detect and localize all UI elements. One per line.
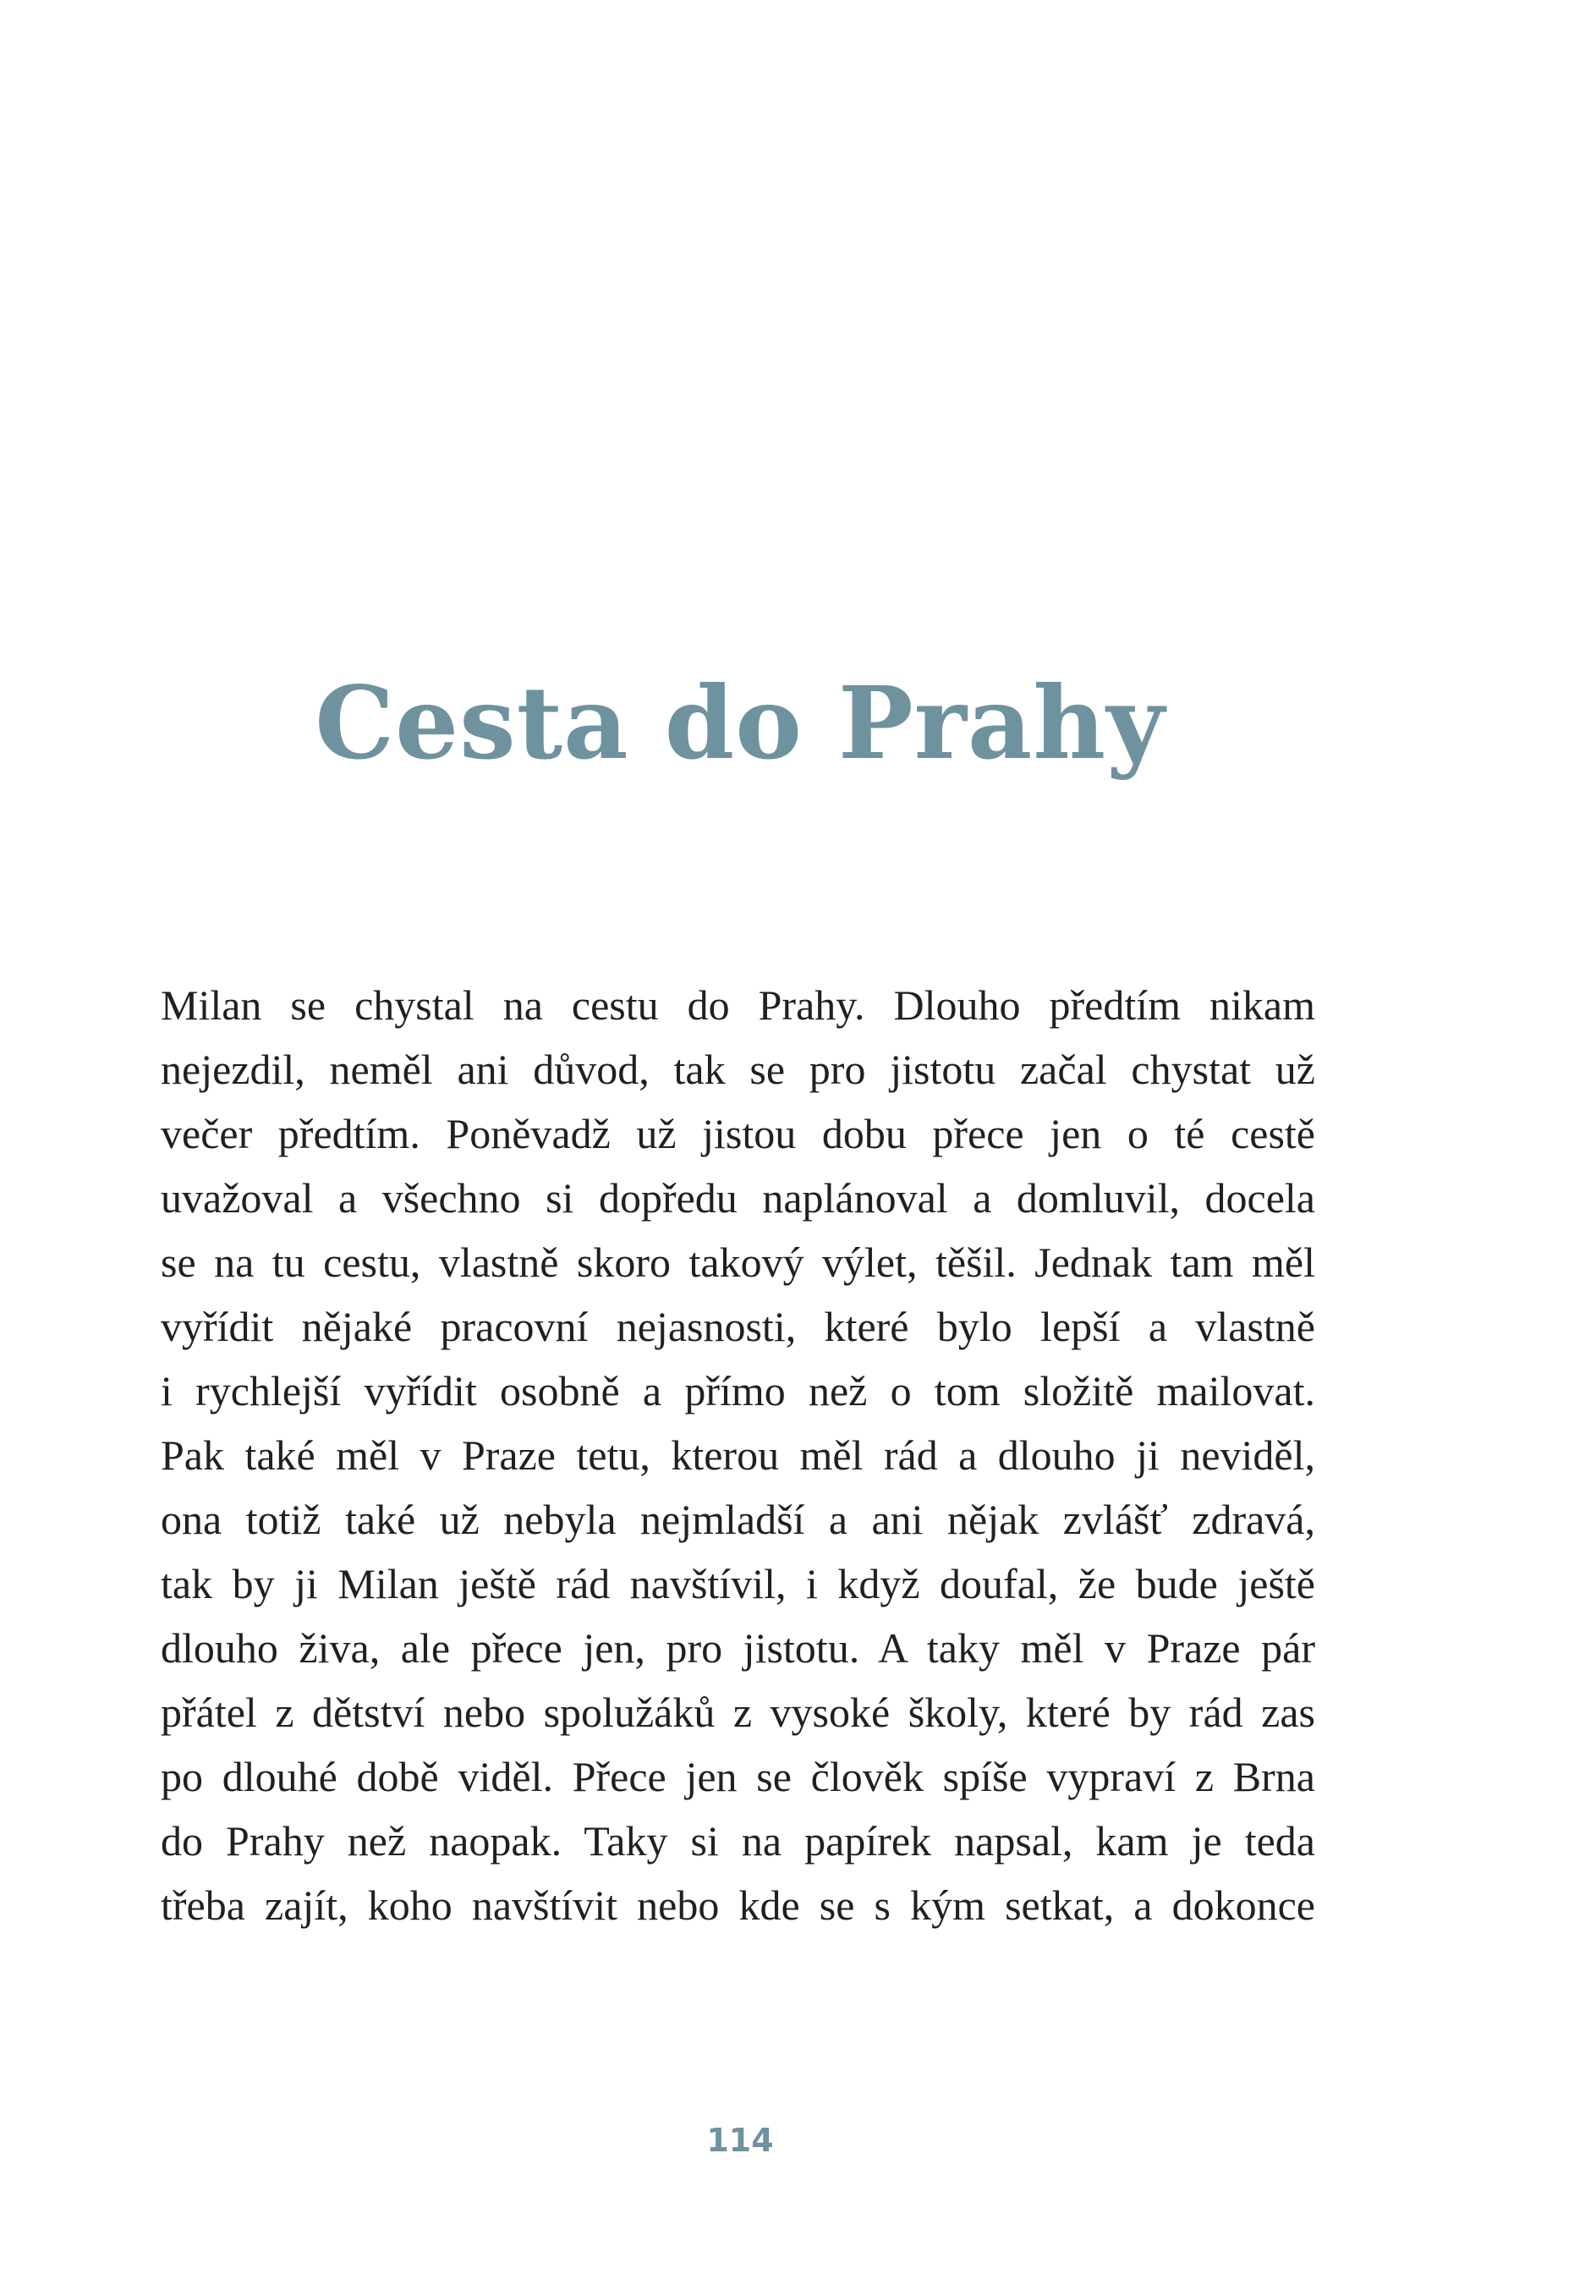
page-number: 114 (706, 2122, 774, 2159)
body-line-6: vyřídit nějaké pracovní nejasnosti, které bylo lepší a vlastně (161, 1303, 1315, 1350)
body-line-12: přátel z dětství nebo spolužáků z vysoké školy, které by rád zas (161, 1689, 1315, 1736)
body-line-11: dlouho živa, ale přece jen, pro jistotu. A taky měl v Praze pár (161, 1624, 1315, 1672)
body-line-8: Pak také měl v Praze tetu, kterou měl rád a dlouho ji neviděl, (161, 1431, 1315, 1479)
body-line-1: Milan se chystal na cestu do Prahy. Dlouho předtím nikam (161, 981, 1315, 1029)
body-line-13: po dlouhé době viděl. Přece jen se člověk spíše vypraví z Brna (161, 1753, 1315, 1800)
body-line-7: i rychlejší vyřídit osobně a přímo než o tom složitě mailovat. (161, 1367, 1315, 1414)
body-line-5: se na tu cestu, vlastně skoro takový výlet, těšil. Jednak tam měl (161, 1239, 1315, 1286)
body-text (161, 973, 1315, 1937)
body-line-4: uvažoval a všechno si dopředu naplánoval a domluvil, docela (161, 1174, 1315, 1222)
body-line-10: tak by ji Milan ještě rád navštívil, i když doufal, že bude ještě (161, 1560, 1315, 1607)
body-line-15: třeba zajít, koho navštívit nebo kde se s kým setkat, a dokonce (161, 1881, 1315, 1929)
body-line-14: do Prahy než naopak. Taky si na papírek napsal, kam je teda (161, 1817, 1315, 1865)
body-line-9: ona totiž také už nebyla nejmladší a ani nějak zvlášť zdravá, (161, 1496, 1315, 1543)
chapter-title: Cesta do Prahy (315, 664, 1165, 782)
body-line-2: nejezdil, neměl ani důvod, tak se pro jistotu začal chystat už (161, 1046, 1315, 1093)
body-line-3: večer předtím. Poněvadž už jistou dobu přece jen o té cestě (161, 1110, 1315, 1157)
